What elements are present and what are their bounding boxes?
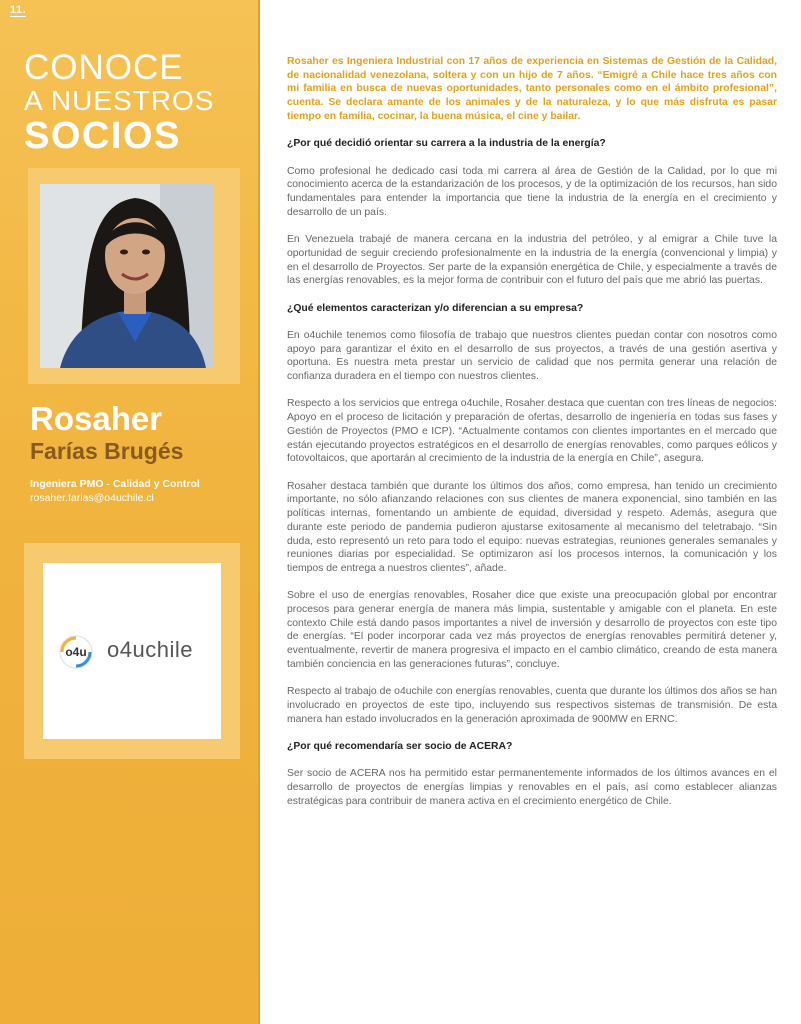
company-logo [43,563,221,739]
heading-line-1: CONOCE [24,48,184,87]
article-intro: Rosaher es Ingeniera Industrial con 17 años de experiencia en Sistemas de Gestión de la Calidad, de nacionalidad venezolana, soltera y con un hijo de 7 años. “Emigré a Chile hace tres años con mi familia en busca de nuevas oportunidades, tanto personales como en el ámbito profesional”, cuenta. Se declara amante de los animales y de la naturaleza, y lo que más disfruta es pasar tiempo en familia, cocinar, la buena música, el cine y bailar. [287,56,777,122]
section-heading [24,50,214,155]
page-number: 11. [10,4,27,16]
answer-paragraph: Respecto a los servicios que entrega o4uchile, Rosaher destaca que cuentan con tres líneas de negocios: Apoyo en el proceso de licitación y preparación de ofertas, desarrollo de ingeniería en todas sus fases y Gestión de Proyectos (PMO e ICP). “Actualmente contamos con clientes importantes en el mercado que están ejecutando proyectos estratégicos en el desarrollo de energías renovables, como parques eólicos y fotovoltaicos, que aportarán al crecimiento de la industria de la energía en Chile”, asegura. [287,398,777,465]
article-body [287,55,777,822]
question-1: ¿Por qué decidió orientar su carrera a la industria de la energía? [287,138,606,150]
partner-role: Ingeniera PMO - Calidad y Control [30,478,200,490]
answer-paragraph: Como profesional he dedicado casi toda mi carrera al área de Gestión de la Calidad, por lo que mi conocimiento acerca de la estandarización de los procesos, y de la optimización de los recursos, han sido fundamentales para entender la importancia que tiene la industria de la energía en el crecimiento y desarrollo de un país. [287,165,777,218]
partner-email[interactable]: rosaher.farias@o4uchile.cl [30,492,154,504]
o4u-logo-icon [57,635,95,669]
heading-line-3: SOCIOS [24,115,181,157]
partner-last-name: Farías Brugés [30,438,184,464]
partner-first-name: Rosaher [30,400,163,437]
portrait-photo [40,184,214,368]
answer-paragraph: En Venezuela trabajé de manera cercana en la industria del petróleo, y al emigrar a Chile tuve la oportunidad de seguir creciendo profesionalmente en la industria de la energía (convencional y limpia) y en el desarrollo de Proyectos. Ser parte de la expansión energética de Chile, y especialmente a través de las energías renovables, es la mejor forma de contribuir con el futuro del país que me abrió las puertas. [287,234,777,287]
answer-paragraph: Ser socio de ACERA nos ha permitido estar permanentemente informados de los últimos avances en el desarrollo de proyectos de energías limpias y renovables en el país, así como establecer alianzas estratégicas para contribuir de manera activa en el crecimiento energético de Chile. [287,768,777,807]
heading-line-2: A NUESTROS [24,85,215,116]
answer-paragraph: Respecto al trabajo de o4uchile con energías renovables, cuenta que durante los últimos dos años se han involucrado en proyectos de este tipo, incluyendo sus respectivos sistemas de transmisión. De esta manera han estado involucrados en la generación aproximada de 900MW en ERNC. [287,686,777,725]
answer-paragraph: Sobre el uso de energías renovables, Rosaher dice que existe una preocupación global por encontrar procesos para generar energía de manera más limpia, sustentable y amigable con el planeta. En este contexto Chile está dando pasos importantes a nivel de inversión y desarrollo de proyectos con este tipo de energías. “El poder incorporar cada vez más proyectos de energías renovables permitirá detener y, eventualmente, revertir de manera progresiva el impacto en el cambio climático, creando de esta manera también conciencia en las generaciones futuras”, concluye. [287,590,777,670]
sidebar-edge [258,0,260,1024]
company-logo-text: o4uchile [107,637,193,662]
logo-mark-text: o4u [65,645,87,659]
question-2: ¿Qué elementos caracterizan y/o diferencian a su empresa? [287,302,584,314]
question-3: ¿Por qué recomendaría ser socio de ACERA? [287,741,513,752]
answer-paragraph: Rosaher destaca también que durante los últimos dos años, como empresa, han tenido un crecimiento importante, no sólo afianzando relaciones con sus clientes de manera exponencial, sino también en las políticas internas, fomentando un ambiente de equidad, diversidad y respeto. Además, asegura que durante este periodo de pandemia pudieron ajustarse exitosamente al mecanismo del teletrabajo. “Sin duda, esto representó un reto para todo el equipo: nuevas estrategias, reuniones generales semanales y reuniones diarias por especialidad. Se optimizaron así los procesos internos, la comunicación y los tiempos de entrega a nuestros clientes”, añade. [287,480,777,574]
answer-paragraph: En o4uchile tenemos como filosofía de trabajo que nuestros clientes puedan contar con nosotros como apoyo para garantizar el éxito en el desarrollo de sus proyectos, a través de una gestión asertiva y oportuna. Es nuestra meta prestar un servicio de calidad que nos permita generar una relación de confianza duradera en el tiempo con nuestros clientes. [287,329,777,383]
portrait-illustration [40,184,214,368]
